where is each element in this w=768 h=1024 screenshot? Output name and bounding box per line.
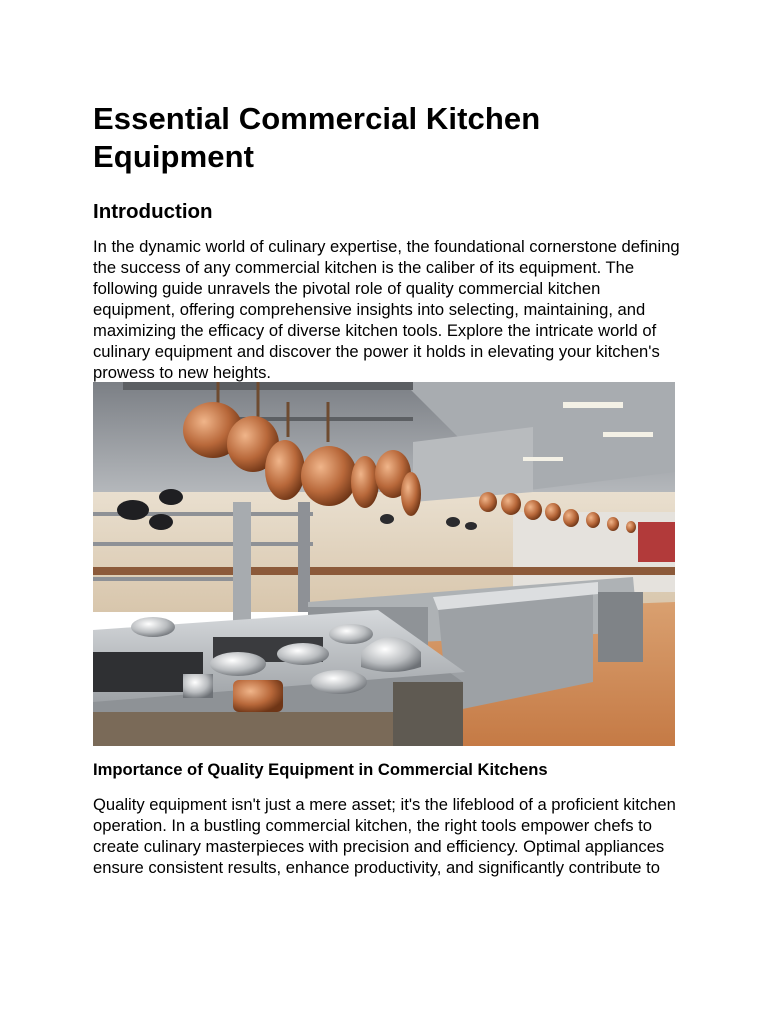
section-paragraph: Quality equipment isn't just a mere asset; it's the lifeblood of a proficient kitchen operation. In a bustling commercial kitchen, the right tools empower chefs to create culinary masterpieces with precision and efficiency. Optimal appliances ensure consistent results, enhance productivity, and significantly contribute to (93, 795, 676, 877)
kitchen-photo (93, 382, 675, 746)
intro-heading: Introduction (93, 200, 213, 223)
document-title: Essential Commercial Kitchen Equipment (93, 101, 541, 174)
document-page (93, 100, 683, 878)
section-heading: Importance of Quality Equipment in Commercial Kitchens (93, 760, 548, 779)
intro-paragraph: In the dynamic world of culinary expertise, the foundational cornerstone defining the success of any commercial kitchen is the caliber of its equipment. The following guide unravels the pivotal role of quality commercial kitchen equipment, offering comprehensive insights into selecting, maintaining, and maximizing the efficacy of diverse kitchen tools. Explore the intricate world of culinary equipment and discover the power it holds in elevating your kitchen's prowess to new heights. (93, 237, 680, 382)
